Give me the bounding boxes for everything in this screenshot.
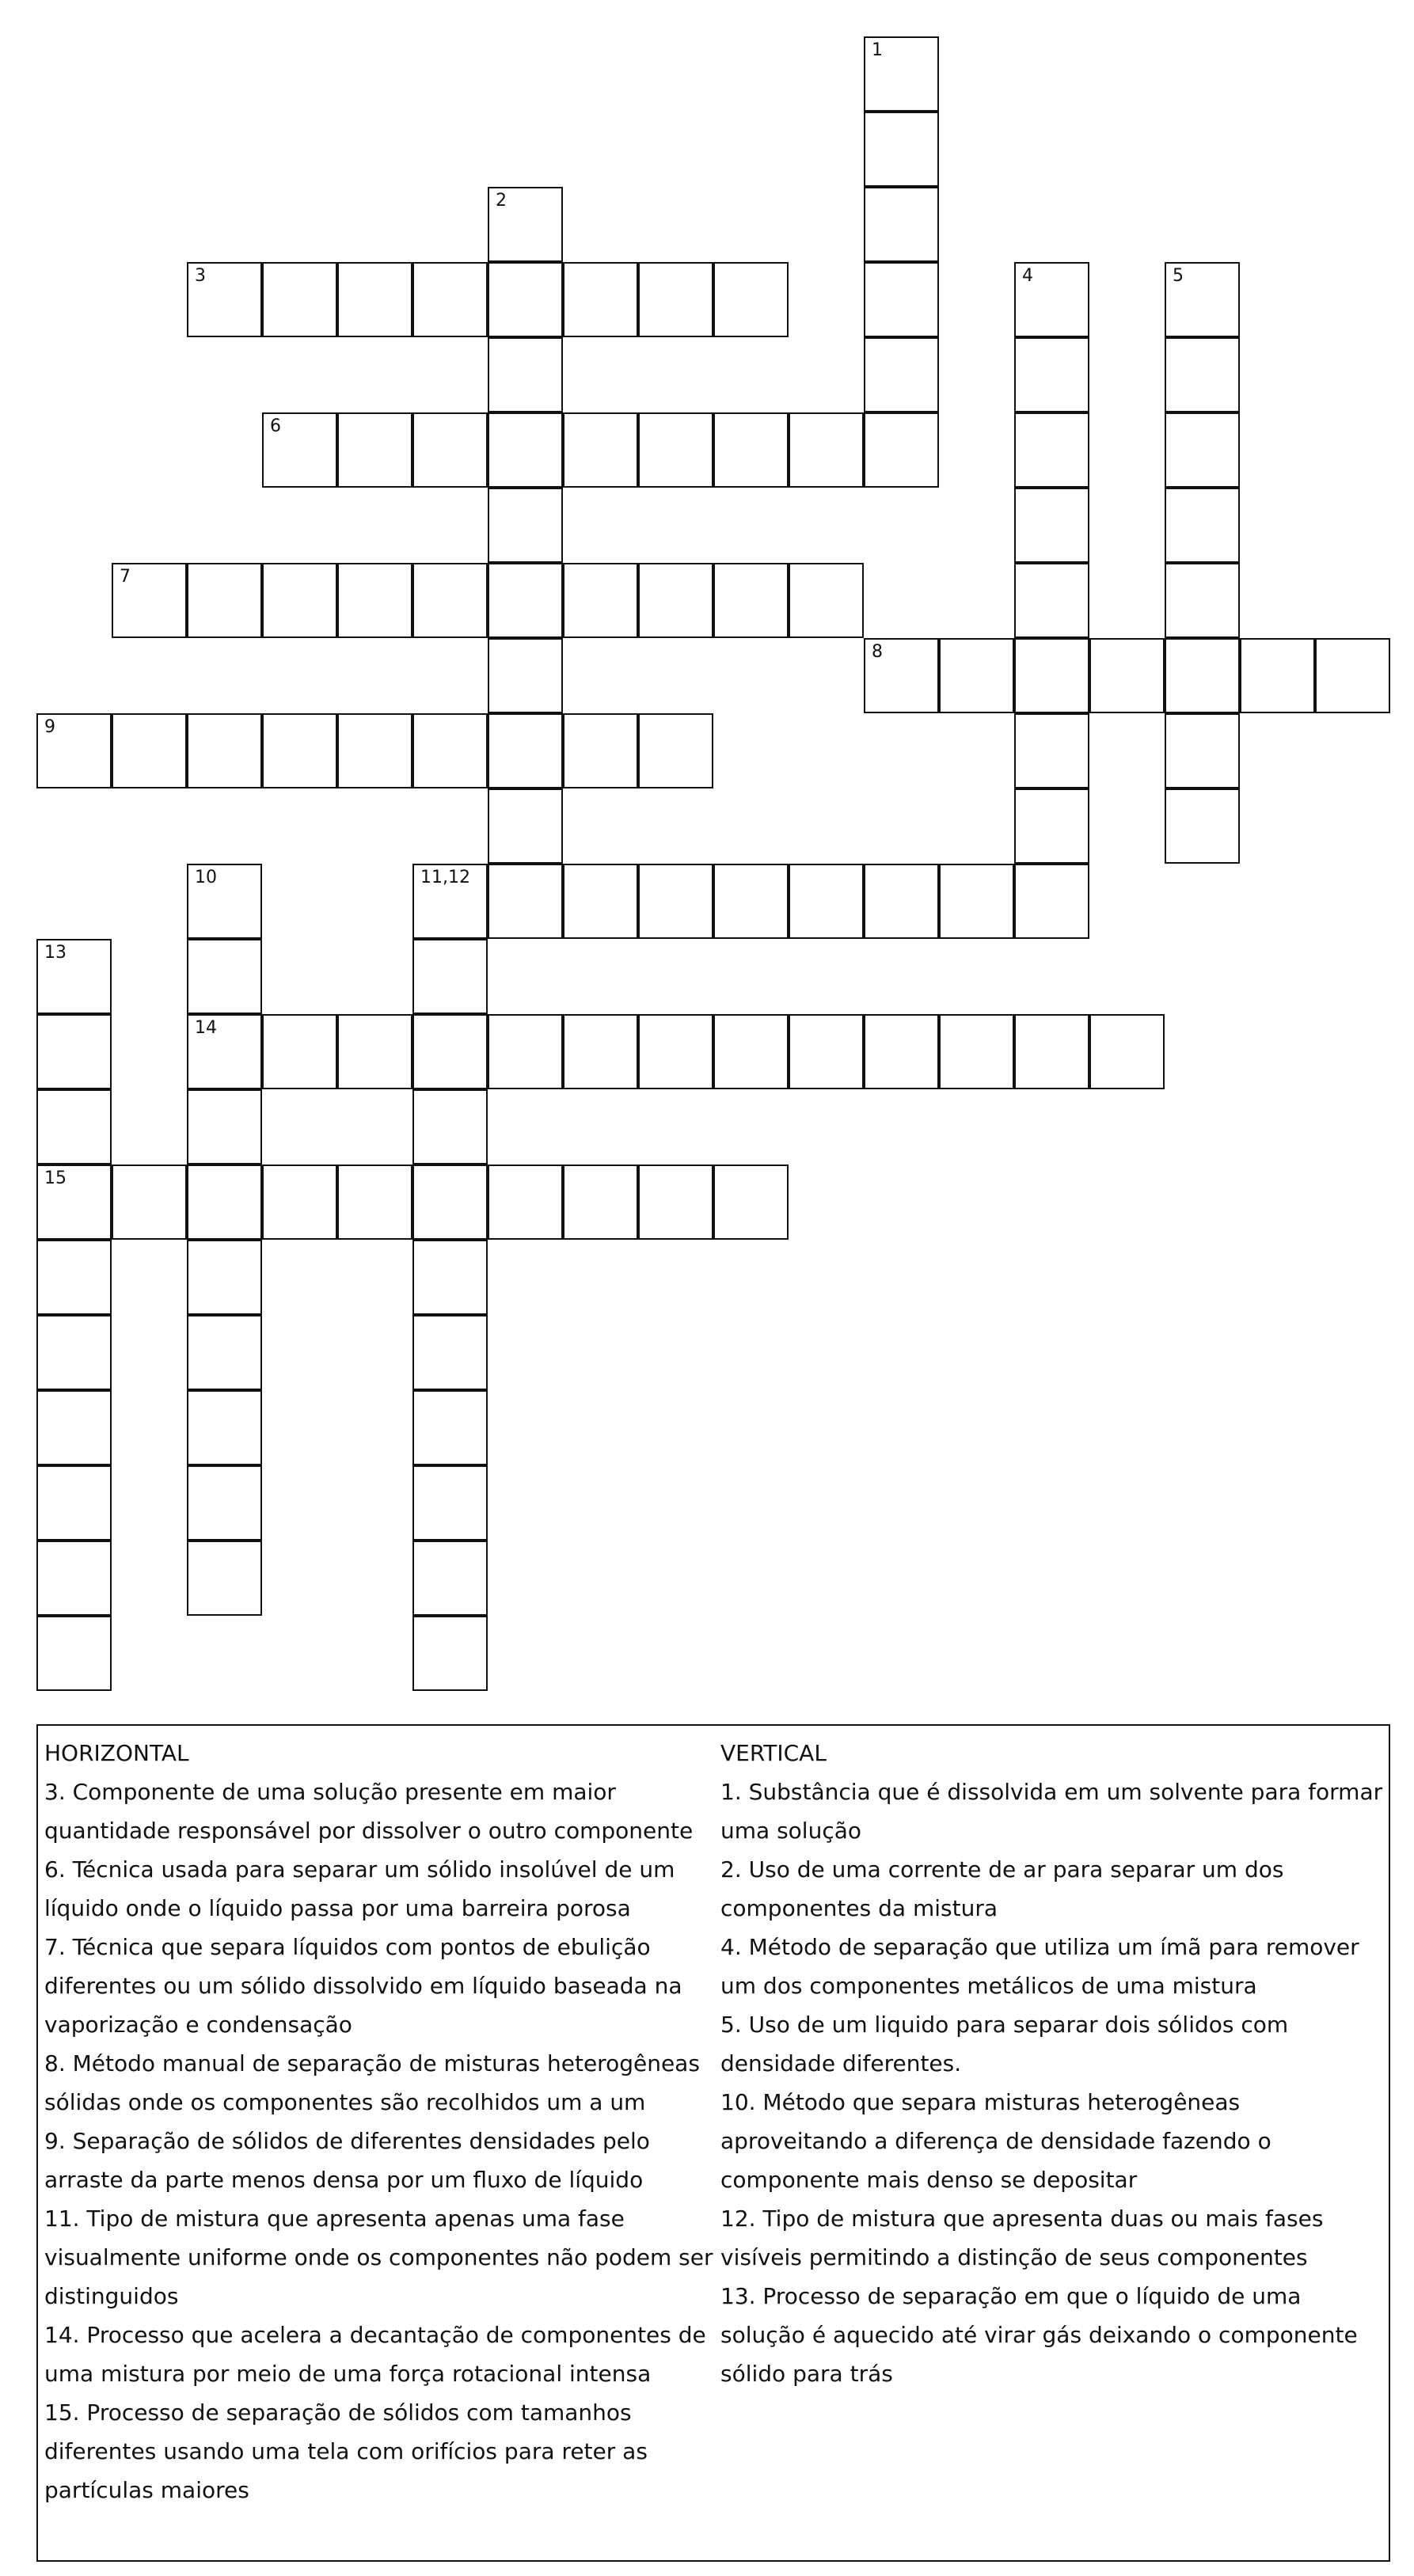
grid-cell[interactable] [1165, 713, 1240, 788]
clue-horizontal-6: 6. Técnica usada para separar um sólido insolúvel de um líquido onde o líquido passa por uma barreira porosa [44, 1856, 675, 1921]
clue-vertical-10: 10. Método que separa misturas heterogêneas aproveitando a diferença de densidade fazendo o componente mais denso se depositar [720, 2089, 1271, 2193]
grid-cell[interactable] [187, 1014, 262, 1089]
clue-number-label: 8 [872, 642, 883, 662]
grid-cell[interactable] [1014, 1014, 1089, 1089]
grid-cell[interactable] [36, 713, 112, 788]
clue-vertical-4: 4. Método de separação que utiliza um ímã para remover um dos componentes metálicos de uma mistura [720, 1934, 1359, 1999]
grid-cell[interactable] [864, 262, 939, 337]
grid-cell[interactable] [1014, 563, 1089, 638]
grid-cell[interactable] [638, 412, 713, 488]
grid-cell[interactable] [488, 337, 563, 412]
grid-cell[interactable] [789, 412, 864, 488]
grid-cell[interactable] [412, 939, 488, 1014]
grid-cell[interactable] [864, 1014, 939, 1089]
grid-cell[interactable] [337, 1014, 412, 1089]
grid-cell[interactable] [638, 262, 713, 337]
grid-cell[interactable] [713, 412, 789, 488]
grid-cell[interactable] [488, 187, 563, 262]
grid-cell[interactable] [864, 864, 939, 939]
clue-number-label: 9 [44, 717, 55, 737]
grid-cell[interactable] [563, 563, 638, 638]
grid-cell[interactable] [1165, 337, 1240, 412]
grid-cell[interactable] [112, 563, 187, 638]
grid-cell[interactable] [1014, 864, 1089, 939]
grid-cell[interactable] [412, 412, 488, 488]
grid-cell[interactable] [638, 563, 713, 638]
clue-number-label: 13 [44, 943, 67, 963]
grid-cell[interactable] [864, 638, 939, 713]
grid-cell[interactable] [412, 563, 488, 638]
clue-number-label: 1 [872, 40, 883, 60]
grid-cell[interactable] [864, 187, 939, 262]
vertical-clues-column [720, 1734, 1385, 2393]
grid-cell[interactable] [412, 1014, 488, 1089]
grid-cell[interactable] [939, 1014, 1014, 1089]
grid-cell[interactable] [112, 1165, 187, 1240]
grid-cell[interactable] [36, 1315, 112, 1390]
grid-cell[interactable] [36, 939, 112, 1014]
grid-cell[interactable] [36, 1014, 112, 1089]
grid-cell[interactable] [187, 939, 262, 1014]
grid-cell[interactable] [864, 412, 939, 488]
grid-cell[interactable] [337, 412, 412, 488]
grid-cell[interactable] [337, 262, 412, 337]
grid-cell[interactable] [337, 1165, 412, 1240]
clue-number-label: 4 [1022, 266, 1033, 286]
clue-horizontal-11: 11. Tipo de mistura que apresenta apenas uma fase visualmente uniforme onde os componentes não podem ser distinguidos [44, 2206, 713, 2309]
grid-cell[interactable] [713, 1165, 789, 1240]
grid-cell[interactable] [412, 1616, 488, 1691]
grid-cell[interactable] [412, 1390, 488, 1465]
grid-cell[interactable] [1165, 262, 1240, 337]
grid-cell[interactable] [262, 1014, 337, 1089]
grid-cell[interactable] [488, 1165, 563, 1240]
clue-horizontal-9: 9. Separação de sólidos de diferentes densidades pelo arraste da parte menos densa por um fluxo de líquido [44, 2128, 650, 2193]
grid-cell[interactable] [36, 1465, 112, 1541]
grid-cell[interactable] [488, 1014, 563, 1089]
grid-cell[interactable] [1165, 563, 1240, 638]
grid-cell[interactable] [563, 262, 638, 337]
grid-cell[interactable] [939, 864, 1014, 939]
grid-cell[interactable] [488, 262, 563, 337]
clue-vertical-13: 13. Processo de separação em que o líquido de uma solução é aquecido até virar gás deixando o componente sólido para trás [720, 2283, 1358, 2387]
grid-cell[interactable] [1014, 262, 1089, 337]
grid-cell[interactable] [412, 713, 488, 788]
clue-horizontal-15: 15. Processo de separação de sólidos com tamanhos diferentes usando uma tela com orifícios para reter as partículas maiores [44, 2399, 648, 2503]
grid-cell[interactable] [412, 1089, 488, 1165]
grid-cell[interactable] [187, 1315, 262, 1390]
grid-cell[interactable] [1165, 788, 1240, 864]
grid-cell[interactable] [412, 1240, 488, 1315]
clue-number-label: 5 [1173, 266, 1184, 286]
grid-cell[interactable] [1240, 638, 1315, 713]
grid-cell[interactable] [187, 864, 262, 939]
grid-cell[interactable] [789, 864, 864, 939]
grid-cell[interactable] [1014, 788, 1089, 864]
grid-cell[interactable] [412, 864, 488, 939]
clue-number-label: 15 [44, 1168, 67, 1188]
grid-cell[interactable] [1014, 412, 1089, 488]
grid-cell[interactable] [337, 713, 412, 788]
grid-cell[interactable] [36, 1541, 112, 1616]
grid-cell[interactable] [1014, 638, 1089, 713]
grid-cell[interactable] [1165, 638, 1240, 713]
clue-number-label: 7 [120, 567, 131, 587]
clue-vertical-2: 2. Uso de uma corrente de ar para separar um dos componentes da mistura [720, 1856, 1284, 1921]
clue-vertical-5: 5. Uso de um liquido para separar dois sólidos com densidade diferentes. [720, 2012, 1289, 2076]
grid-cell[interactable] [488, 638, 563, 713]
grid-cell[interactable] [638, 713, 713, 788]
grid-cell[interactable] [488, 563, 563, 638]
grid-cell[interactable] [713, 864, 789, 939]
grid-cell[interactable] [1089, 1014, 1165, 1089]
clue-horizontal-8: 8. Método manual de separação de misturas heterogêneas sólidas onde os componentes são recolhidos um a um [44, 2050, 700, 2115]
grid-cell[interactable] [1165, 488, 1240, 563]
grid-cell[interactable] [187, 1390, 262, 1465]
clue-horizontal-3: 3. Componente de uma solução presente em maior quantidade responsável por dissolver o outro componente [44, 1779, 694, 1844]
grid-cell[interactable] [187, 563, 262, 638]
grid-cell[interactable] [187, 1541, 262, 1616]
grid-cell[interactable] [1014, 488, 1089, 563]
grid-cell[interactable] [638, 1014, 713, 1089]
grid-cell[interactable] [488, 412, 563, 488]
grid-cell[interactable] [36, 1616, 112, 1691]
grid-cell[interactable] [563, 1014, 638, 1089]
grid-cell[interactable] [864, 112, 939, 187]
grid-cell[interactable] [262, 412, 337, 488]
grid-cell[interactable] [563, 412, 638, 488]
grid-cell[interactable] [262, 262, 337, 337]
grid-cell[interactable] [563, 1165, 638, 1240]
vertical-heading: VERTICAL [720, 1740, 827, 1766]
grid-cell[interactable] [1014, 337, 1089, 412]
grid-cell[interactable] [789, 563, 864, 638]
clue-vertical-12: 12. Tipo de mistura que apresenta duas ou mais fases visíveis permitindo a distinção de seus componentes [720, 2206, 1324, 2270]
grid-cell[interactable] [412, 1541, 488, 1616]
grid-cell[interactable] [36, 1089, 112, 1165]
grid-cell[interactable] [187, 1165, 262, 1240]
grid-cell[interactable] [563, 864, 638, 939]
grid-cell[interactable] [262, 1165, 337, 1240]
grid-cell[interactable] [488, 864, 563, 939]
clue-vertical-1: 1. Substância que é dissolvida em um solvente para formar uma solução [720, 1779, 1383, 1844]
clue-horizontal-7: 7. Técnica que separa líquidos com pontos de ebulição diferentes ou um sólido dissolvido em líquido baseada na vaporização e condensação [44, 1934, 682, 2038]
grid-cell[interactable] [262, 563, 337, 638]
clue-number-label: 3 [195, 266, 206, 286]
grid-cell[interactable] [638, 1165, 713, 1240]
grid-cell[interactable] [36, 1390, 112, 1465]
grid-cell[interactable] [789, 1014, 864, 1089]
grid-cell[interactable] [939, 638, 1014, 713]
grid-cell[interactable] [864, 337, 939, 412]
grid-cell[interactable] [187, 1240, 262, 1315]
grid-cell[interactable] [1089, 638, 1165, 713]
horizontal-clues-column [44, 1734, 713, 2510]
grid-cell[interactable] [412, 1465, 488, 1541]
grid-cell[interactable] [488, 713, 563, 788]
grid-cell[interactable] [337, 563, 412, 638]
grid-cell[interactable] [187, 1465, 262, 1541]
clue-number-label: 10 [195, 868, 217, 887]
grid-cell[interactable] [1014, 713, 1089, 788]
grid-cell[interactable] [187, 713, 262, 788]
grid-cell[interactable] [1315, 638, 1390, 713]
grid-cell[interactable] [412, 1315, 488, 1390]
grid-cell[interactable] [638, 864, 713, 939]
grid-cell[interactable] [563, 713, 638, 788]
clue-number-label: 6 [270, 416, 281, 436]
clue-horizontal-14: 14. Processo que acelera a decantação de componentes de uma mistura por meio de uma força rotacional intensa [44, 2322, 706, 2387]
grid-cell[interactable] [262, 713, 337, 788]
grid-cell[interactable] [1165, 412, 1240, 488]
clue-number-label: 2 [496, 191, 507, 211]
grid-cell[interactable] [36, 1165, 112, 1240]
horizontal-heading: HORIZONTAL [44, 1740, 189, 1766]
grid-cell[interactable] [488, 788, 563, 864]
grid-cell[interactable] [713, 1014, 789, 1089]
grid-cell[interactable] [713, 262, 789, 337]
clue-number-label: 14 [195, 1018, 217, 1038]
grid-cell[interactable] [864, 36, 939, 112]
grid-cell[interactable] [412, 262, 488, 337]
grid-cell[interactable] [187, 1089, 262, 1165]
grid-cell[interactable] [187, 262, 262, 337]
grid-cell[interactable] [412, 1165, 488, 1240]
clues-box [36, 1724, 1390, 2562]
grid-cell[interactable] [713, 563, 789, 638]
clue-number-label: 11,12 [420, 868, 470, 887]
grid-cell[interactable] [488, 488, 563, 563]
grid-cell[interactable] [112, 713, 187, 788]
grid-cell[interactable] [36, 1240, 112, 1315]
